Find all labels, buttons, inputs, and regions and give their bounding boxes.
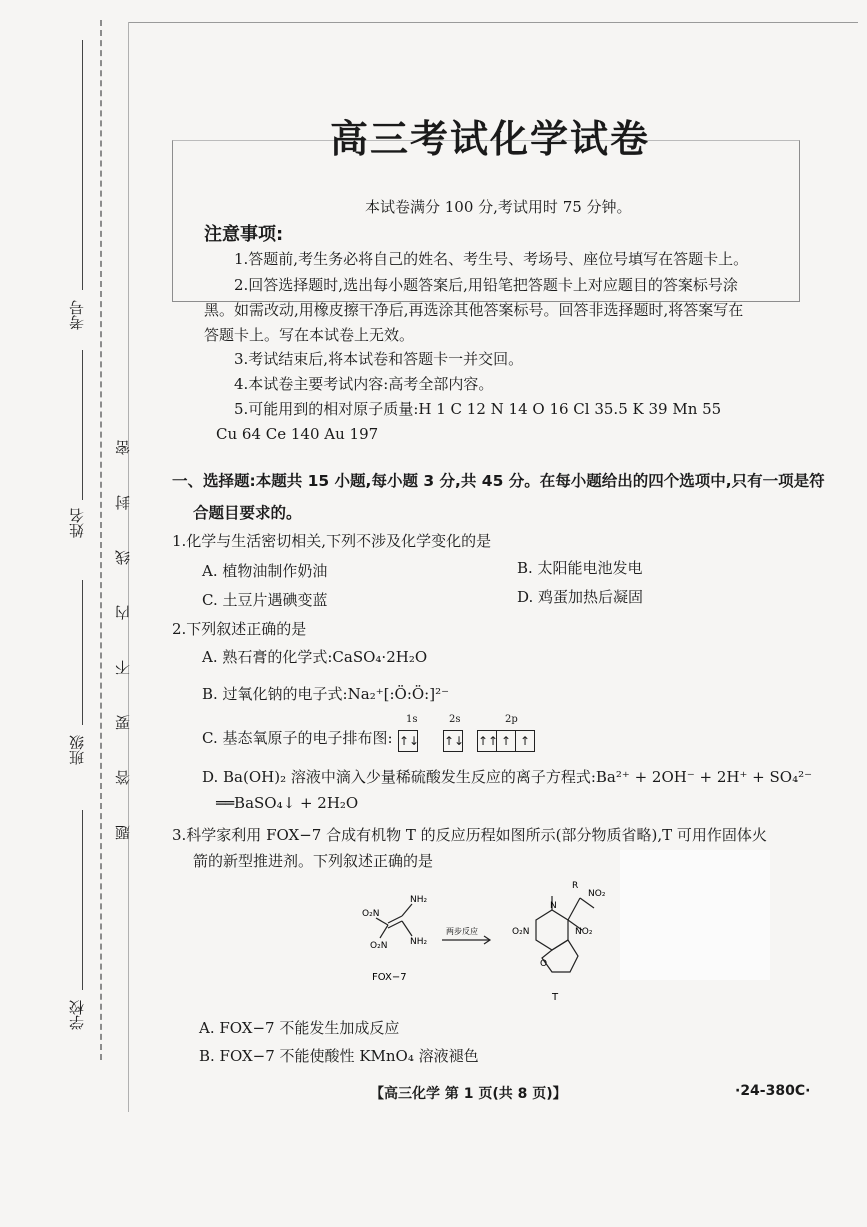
orbital-label-1s: 1s [406, 714, 418, 725]
option-b-prefix: B. 过氧化钠的电子式: [202, 685, 348, 703]
question-2-option-d: D. Ba(OH)₂ 溶液中滴入少量稀硫酸发生反应的离子方程式:Ba²⁺ + 2OH⁻ + 2H⁺ + SO₄²⁻ [202, 768, 813, 786]
section-1-heading-cont: 合题目要求的。 [193, 504, 302, 522]
product-n-atom: N [550, 901, 557, 911]
orbital-cell: ↑ [497, 731, 516, 751]
binding-warning: 题答要不内线封密 [114, 400, 132, 840]
binding-label-school: 学校 [68, 1000, 86, 1030]
fox7-no2-top: O₂N [362, 909, 380, 919]
whiteout-patch [620, 850, 770, 980]
orbital-box-2s [443, 730, 463, 752]
question-3-stem-cont: 箭的新型推进剂。下列叙述正确的是 [193, 852, 434, 870]
note-item: 1.答题前,考生务必将自己的姓名、考生号、考场号、座位号填写在答题卡上。 [234, 250, 749, 268]
note-item: 3.考试结束后,将本试卷和答题卡一并交回。 [234, 350, 524, 368]
notes-heading: 注意事项: [204, 224, 284, 245]
peroxide-electron-formula: Na₂⁺[:Ö:Ö:]²⁻ [347, 685, 450, 703]
frame-top-border [128, 22, 858, 23]
orbital-cell: ↑↑ [478, 731, 497, 751]
note-item: Cu 64 Ce 140 Au 197 [216, 425, 379, 443]
binding-dashed-line [100, 20, 102, 1060]
note-item: 5.可能用到的相对原子质量:H 1 C 12 N 14 O 16 Cl 35.5 K 39 Mn 55 [234, 400, 722, 418]
orbital-box-1s [398, 730, 418, 752]
question-2-option-b [202, 683, 449, 705]
question-1-option-c: C. 土豆片遇碘变蓝 [202, 591, 328, 609]
reaction-scheme [340, 868, 640, 1008]
orbital-label-2s: 2s [449, 714, 461, 725]
note-item: 2.回答选择题时,选出每小题答案后,用铅笔把答题卡上对应题目的答案标号涂 [234, 276, 738, 294]
binding-fill-line [82, 580, 83, 725]
question-3-option-b: B. FOX−7 不能使酸性 KMnO₄ 溶液褪色 [199, 1047, 479, 1065]
product-r-label: R [572, 881, 579, 891]
orbital-cell: ↑↓ [399, 734, 420, 748]
note-item: 黑。如需改动,用橡皮擦干净后,再选涂其他答案标号。回答非选择题时,将答案写在 [204, 301, 744, 319]
product-no2-left: O₂N [512, 927, 530, 937]
section-1-heading: 一、选择题:本题共 15 小题,每小题 3 分,共 45 分。在每小题给出的四个选项中,只有一项是符 [172, 472, 825, 490]
question-2-option-d-cont: ══BaSO₄↓ + 2H₂O [216, 794, 359, 812]
note-item: 答题卡上。写在本试卷上无效。 [204, 326, 415, 344]
binding-fill-line [82, 810, 83, 990]
question-1-option-d: D. 鸡蛋加热后凝固 [517, 588, 644, 606]
exam-title: 高三考试化学试卷 [330, 117, 651, 161]
question-2-option-a: A. 熟石膏的化学式:CaSO₄·2H₂O [202, 648, 428, 666]
binding-label-class: 班级 [68, 735, 86, 765]
orbital-cell: ↑ [519, 734, 531, 748]
question-3-option-a: A. FOX−7 不能发生加成反应 [199, 1019, 400, 1037]
product-t-label: T [552, 992, 559, 1003]
product-no2-top: NO₂ [588, 889, 606, 899]
fox7-label: FOX−7 [372, 972, 407, 983]
product-o-atom: O [540, 959, 548, 969]
binding-label-name: 姓名 [68, 508, 86, 538]
binding-fill-line [82, 40, 83, 290]
fox7-nh2-bottom: NH₂ [410, 937, 428, 947]
question-1-stem: 1.化学与生活密切相关,下列不涉及化学变化的是 [172, 532, 492, 550]
orbital-cell: ↑↓ [444, 734, 465, 748]
question-2-option-c: C. 基态氧原子的电子排布图: [202, 729, 393, 747]
footer-exam-code: ·24-380C· [735, 1083, 811, 1099]
arrow-label: 两步反应 [446, 927, 478, 936]
product-no2-mid: NO₂ [575, 927, 593, 937]
question-2-stem: 2.下列叙述正确的是 [172, 620, 307, 638]
fox7-no2-bottom: O₂N [370, 941, 388, 951]
exam-subtitle: 本试卷满分 100 分,考试用时 75 分钟。 [365, 198, 632, 216]
orbital-box-2p [477, 730, 535, 752]
binding-fill-line [82, 350, 83, 500]
binding-label-candidate-number: 考号 [68, 300, 86, 330]
orbital-label-2p: 2p [505, 714, 518, 725]
question-1-option-a: A. 植物油制作奶油 [202, 562, 328, 580]
question-3-stem: 3.科学家利用 FOX−7 合成有机物 T 的反应历程如图所示(部分物质省略),T 可用作固体火 [172, 826, 767, 844]
question-1-option-b: B. 太阳能电池发电 [517, 559, 643, 577]
fox7-nh2-top: NH₂ [410, 895, 428, 905]
footer-page-info: 【高三化学 第 1 页(共 8 页)】 [370, 1086, 567, 1102]
note-item: 4.本试卷主要考试内容:高考全部内容。 [234, 375, 494, 393]
fox7-structure [376, 904, 412, 938]
